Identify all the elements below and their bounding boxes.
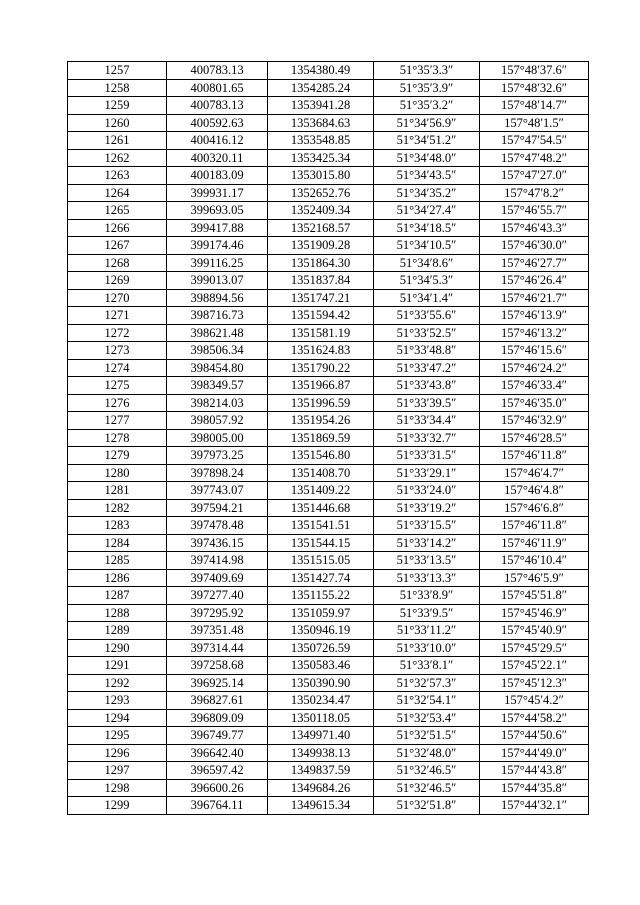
table-row (68, 692, 589, 710)
latitude-cell: 51°32′46.5″ (374, 762, 480, 780)
point-number-cell: 1258 (68, 79, 167, 97)
y-coordinate-cell: 1351581.19 (268, 324, 374, 342)
point-number-cell: 1262 (68, 149, 167, 167)
x-coordinate-cell: 399174.46 (167, 237, 268, 255)
longitude-cell: 157°46′26.4″ (480, 272, 589, 290)
latitude-cell: 51°34′18.5″ (374, 219, 480, 237)
point-number-cell: 1280 (68, 464, 167, 482)
longitude-cell: 157°46′32.9″ (480, 412, 589, 430)
latitude-cell: 51°33′24.0″ (374, 482, 480, 500)
longitude-cell: 157°48′14.7″ (480, 97, 589, 115)
point-number-cell: 1287 (68, 587, 167, 605)
x-coordinate-cell: 397436.15 (167, 534, 268, 552)
y-coordinate-cell: 1350390.90 (268, 674, 374, 692)
y-coordinate-cell: 1351155.22 (268, 587, 374, 605)
y-coordinate-cell: 1351996.59 (268, 394, 374, 412)
y-coordinate-cell: 1354285.24 (268, 79, 374, 97)
point-number-cell: 1273 (68, 342, 167, 360)
longitude-cell: 157°46′13.9″ (480, 307, 589, 325)
point-number-cell: 1284 (68, 534, 167, 552)
latitude-cell: 51°35′3.3″ (374, 62, 480, 80)
x-coordinate-cell: 398214.03 (167, 394, 268, 412)
x-coordinate-cell: 398454.80 (167, 359, 268, 377)
latitude-cell: 51°32′54.1″ (374, 692, 480, 710)
latitude-cell: 51°34′1.4″ (374, 289, 480, 307)
longitude-cell: 157°47′54.5″ (480, 132, 589, 150)
table-row (68, 289, 589, 307)
longitude-cell: 157°46′33.4″ (480, 377, 589, 395)
x-coordinate-cell: 397414.98 (167, 552, 268, 570)
point-number-cell: 1297 (68, 762, 167, 780)
table-row (68, 569, 589, 587)
latitude-cell: 51°32′53.4″ (374, 709, 480, 727)
y-coordinate-cell: 1351427.74 (268, 569, 374, 587)
point-number-cell: 1299 (68, 797, 167, 815)
point-number-cell: 1291 (68, 657, 167, 675)
y-coordinate-cell: 1351059.97 (268, 604, 374, 622)
table-row (68, 622, 589, 640)
latitude-cell: 51°33′55.6″ (374, 307, 480, 325)
point-number-cell: 1263 (68, 167, 167, 185)
point-number-cell: 1286 (68, 569, 167, 587)
table-row (68, 674, 589, 692)
y-coordinate-cell: 1350234.47 (268, 692, 374, 710)
table-row (68, 149, 589, 167)
longitude-cell: 157°44′32.1″ (480, 797, 589, 815)
longitude-cell: 157°46′30.0″ (480, 237, 589, 255)
latitude-cell: 51°33′34.4″ (374, 412, 480, 430)
x-coordinate-cell: 398621.48 (167, 324, 268, 342)
latitude-cell: 51°34′43.5″ (374, 167, 480, 185)
table-row (68, 727, 589, 745)
y-coordinate-cell: 1349971.40 (268, 727, 374, 745)
point-number-cell: 1267 (68, 237, 167, 255)
latitude-cell: 51°32′51.5″ (374, 727, 480, 745)
table-body (68, 62, 589, 815)
x-coordinate-cell: 398716.73 (167, 307, 268, 325)
x-coordinate-cell: 400320.11 (167, 149, 268, 167)
point-number-cell: 1296 (68, 744, 167, 762)
table-row (68, 779, 589, 797)
y-coordinate-cell: 1351966.87 (268, 377, 374, 395)
y-coordinate-cell: 1349684.26 (268, 779, 374, 797)
y-coordinate-cell: 1354380.49 (268, 62, 374, 80)
y-coordinate-cell: 1349615.34 (268, 797, 374, 815)
table-row (68, 587, 589, 605)
table-row (68, 97, 589, 115)
point-number-cell: 1257 (68, 62, 167, 80)
latitude-cell: 51°33′8.9″ (374, 587, 480, 605)
longitude-cell: 157°46′27.7″ (480, 254, 589, 272)
longitude-cell: 157°48′32.6″ (480, 79, 589, 97)
table-row (68, 62, 589, 80)
y-coordinate-cell: 1351546.80 (268, 447, 374, 465)
x-coordinate-cell: 400416.12 (167, 132, 268, 150)
table-row (68, 534, 589, 552)
longitude-cell: 157°46′43.3″ (480, 219, 589, 237)
x-coordinate-cell: 396600.26 (167, 779, 268, 797)
latitude-cell: 51°34′8.6″ (374, 254, 480, 272)
x-coordinate-cell: 397973.25 (167, 447, 268, 465)
table-row (68, 744, 589, 762)
x-coordinate-cell: 399693.05 (167, 202, 268, 220)
longitude-cell: 157°48′37.6″ (480, 62, 589, 80)
x-coordinate-cell: 398005.00 (167, 429, 268, 447)
point-number-cell: 1268 (68, 254, 167, 272)
x-coordinate-cell: 400801.65 (167, 79, 268, 97)
x-coordinate-cell: 396925.14 (167, 674, 268, 692)
x-coordinate-cell: 396827.61 (167, 692, 268, 710)
longitude-cell: 157°46′5.9″ (480, 569, 589, 587)
latitude-cell: 51°34′10.5″ (374, 237, 480, 255)
latitude-cell: 51°33′32.7″ (374, 429, 480, 447)
longitude-cell: 157°45′12.3″ (480, 674, 589, 692)
latitude-cell: 51°33′52.5″ (374, 324, 480, 342)
longitude-cell: 157°45′29.5″ (480, 639, 589, 657)
longitude-cell: 157°46′55.7″ (480, 202, 589, 220)
latitude-cell: 51°33′13.5″ (374, 552, 480, 570)
point-number-cell: 1278 (68, 429, 167, 447)
latitude-cell: 51°34′51.2″ (374, 132, 480, 150)
x-coordinate-cell: 400592.63 (167, 114, 268, 132)
x-coordinate-cell: 396809.09 (167, 709, 268, 727)
y-coordinate-cell: 1351624.83 (268, 342, 374, 360)
longitude-cell: 157°46′15.6″ (480, 342, 589, 360)
longitude-cell: 157°46′10.4″ (480, 552, 589, 570)
longitude-cell: 157°46′11.9″ (480, 534, 589, 552)
latitude-cell: 51°33′48.8″ (374, 342, 480, 360)
longitude-cell: 157°46′24.2″ (480, 359, 589, 377)
table-row (68, 184, 589, 202)
x-coordinate-cell: 400183.09 (167, 167, 268, 185)
x-coordinate-cell: 397409.69 (167, 569, 268, 587)
table-row (68, 762, 589, 780)
latitude-cell: 51°34′27.4″ (374, 202, 480, 220)
latitude-cell: 51°32′51.8″ (374, 797, 480, 815)
y-coordinate-cell: 1351544.15 (268, 534, 374, 552)
table-row (68, 797, 589, 815)
point-number-cell: 1283 (68, 517, 167, 535)
y-coordinate-cell: 1351409.22 (268, 482, 374, 500)
latitude-cell: 51°34′35.2″ (374, 184, 480, 202)
point-number-cell: 1265 (68, 202, 167, 220)
y-coordinate-cell: 1353425.34 (268, 149, 374, 167)
latitude-cell: 51°34′48.0″ (374, 149, 480, 167)
longitude-cell: 157°46′4.8″ (480, 482, 589, 500)
latitude-cell: 51°32′46.5″ (374, 779, 480, 797)
table-row (68, 447, 589, 465)
table-row (68, 517, 589, 535)
longitude-cell: 157°45′22.1″ (480, 657, 589, 675)
point-number-cell: 1271 (68, 307, 167, 325)
x-coordinate-cell: 396642.40 (167, 744, 268, 762)
longitude-cell: 157°46′28.5″ (480, 429, 589, 447)
coordinates-table (67, 61, 589, 815)
x-coordinate-cell: 397594.21 (167, 499, 268, 517)
longitude-cell: 157°44′35.8″ (480, 779, 589, 797)
latitude-cell: 51°33′43.8″ (374, 377, 480, 395)
x-coordinate-cell: 398894.56 (167, 289, 268, 307)
longitude-cell: 157°44′50.6″ (480, 727, 589, 745)
table-row (68, 377, 589, 395)
point-number-cell: 1260 (68, 114, 167, 132)
latitude-cell: 51°33′47.2″ (374, 359, 480, 377)
table-row (68, 307, 589, 325)
longitude-cell: 157°47′27.0″ (480, 167, 589, 185)
table-row (68, 202, 589, 220)
table-row (68, 657, 589, 675)
longitude-cell: 157°46′35.0″ (480, 394, 589, 412)
y-coordinate-cell: 1352168.57 (268, 219, 374, 237)
table-row (68, 132, 589, 150)
longitude-cell: 157°46′21.7″ (480, 289, 589, 307)
point-number-cell: 1298 (68, 779, 167, 797)
longitude-cell: 157°45′4.2″ (480, 692, 589, 710)
latitude-cell: 51°34′56.9″ (374, 114, 480, 132)
longitude-cell: 157°45′51.8″ (480, 587, 589, 605)
latitude-cell: 51°33′8.1″ (374, 657, 480, 675)
x-coordinate-cell: 399116.25 (167, 254, 268, 272)
y-coordinate-cell: 1353684.63 (268, 114, 374, 132)
x-coordinate-cell: 400783.13 (167, 62, 268, 80)
x-coordinate-cell: 397743.07 (167, 482, 268, 500)
x-coordinate-cell: 397314.44 (167, 639, 268, 657)
y-coordinate-cell: 1349837.59 (268, 762, 374, 780)
point-number-cell: 1279 (68, 447, 167, 465)
latitude-cell: 51°35′3.9″ (374, 79, 480, 97)
longitude-cell: 157°45′40.9″ (480, 622, 589, 640)
x-coordinate-cell: 397351.48 (167, 622, 268, 640)
table-row (68, 604, 589, 622)
y-coordinate-cell: 1350583.46 (268, 657, 374, 675)
table-row (68, 272, 589, 290)
latitude-cell: 51°33′9.5″ (374, 604, 480, 622)
x-coordinate-cell: 397295.92 (167, 604, 268, 622)
point-number-cell: 1295 (68, 727, 167, 745)
y-coordinate-cell: 1353015.80 (268, 167, 374, 185)
latitude-cell: 51°33′10.0″ (374, 639, 480, 657)
point-number-cell: 1264 (68, 184, 167, 202)
y-coordinate-cell: 1351790.22 (268, 359, 374, 377)
longitude-cell: 157°44′43.8″ (480, 762, 589, 780)
x-coordinate-cell: 396597.42 (167, 762, 268, 780)
y-coordinate-cell: 1349938.13 (268, 744, 374, 762)
longitude-cell: 157°48′1.5″ (480, 114, 589, 132)
y-coordinate-cell: 1351909.28 (268, 237, 374, 255)
table-row (68, 394, 589, 412)
y-coordinate-cell: 1351954.26 (268, 412, 374, 430)
x-coordinate-cell: 396749.77 (167, 727, 268, 745)
x-coordinate-cell: 399931.17 (167, 184, 268, 202)
x-coordinate-cell: 399417.88 (167, 219, 268, 237)
point-number-cell: 1288 (68, 604, 167, 622)
latitude-cell: 51°33′31.5″ (374, 447, 480, 465)
table-row (68, 464, 589, 482)
x-coordinate-cell: 398057.92 (167, 412, 268, 430)
latitude-cell: 51°33′19.2″ (374, 499, 480, 517)
latitude-cell: 51°33′13.3″ (374, 569, 480, 587)
y-coordinate-cell: 1353941.28 (268, 97, 374, 115)
table-row (68, 79, 589, 97)
point-number-cell: 1281 (68, 482, 167, 500)
y-coordinate-cell: 1351515.05 (268, 552, 374, 570)
point-number-cell: 1282 (68, 499, 167, 517)
table-row (68, 342, 589, 360)
table-row (68, 412, 589, 430)
point-number-cell: 1269 (68, 272, 167, 290)
x-coordinate-cell: 398506.34 (167, 342, 268, 360)
longitude-cell: 157°46′13.2″ (480, 324, 589, 342)
longitude-cell: 157°44′58.2″ (480, 709, 589, 727)
latitude-cell: 51°33′29.1″ (374, 464, 480, 482)
x-coordinate-cell: 397258.68 (167, 657, 268, 675)
x-coordinate-cell: 397478.48 (167, 517, 268, 535)
table-row (68, 254, 589, 272)
point-number-cell: 1290 (68, 639, 167, 657)
longitude-cell: 157°47′48.2″ (480, 149, 589, 167)
table-row (68, 237, 589, 255)
table-row (68, 639, 589, 657)
latitude-cell: 51°32′57.3″ (374, 674, 480, 692)
point-number-cell: 1270 (68, 289, 167, 307)
point-number-cell: 1259 (68, 97, 167, 115)
y-coordinate-cell: 1351408.70 (268, 464, 374, 482)
table-row (68, 114, 589, 132)
x-coordinate-cell: 397898.24 (167, 464, 268, 482)
y-coordinate-cell: 1351837.84 (268, 272, 374, 290)
y-coordinate-cell: 1350726.59 (268, 639, 374, 657)
point-number-cell: 1274 (68, 359, 167, 377)
x-coordinate-cell: 396764.11 (167, 797, 268, 815)
table-row (68, 324, 589, 342)
y-coordinate-cell: 1352409.34 (268, 202, 374, 220)
table-row (68, 709, 589, 727)
point-number-cell: 1293 (68, 692, 167, 710)
y-coordinate-cell: 1351864.30 (268, 254, 374, 272)
table-row (68, 359, 589, 377)
y-coordinate-cell: 1351747.21 (268, 289, 374, 307)
table-row (68, 429, 589, 447)
y-coordinate-cell: 1350118.05 (268, 709, 374, 727)
point-number-cell: 1289 (68, 622, 167, 640)
point-number-cell: 1266 (68, 219, 167, 237)
point-number-cell: 1277 (68, 412, 167, 430)
table-row (68, 482, 589, 500)
y-coordinate-cell: 1351541.51 (268, 517, 374, 535)
x-coordinate-cell: 398349.57 (167, 377, 268, 395)
longitude-cell: 157°47′8.2″ (480, 184, 589, 202)
latitude-cell: 51°32′48.0″ (374, 744, 480, 762)
latitude-cell: 51°35′3.2″ (374, 97, 480, 115)
point-number-cell: 1261 (68, 132, 167, 150)
x-coordinate-cell: 397277.40 (167, 587, 268, 605)
x-coordinate-cell: 400783.13 (167, 97, 268, 115)
longitude-cell: 157°45′46.9″ (480, 604, 589, 622)
table-row (68, 552, 589, 570)
latitude-cell: 51°34′5.3″ (374, 272, 480, 290)
y-coordinate-cell: 1353548.85 (268, 132, 374, 150)
table-row (68, 499, 589, 517)
y-coordinate-cell: 1351869.59 (268, 429, 374, 447)
table-row (68, 167, 589, 185)
y-coordinate-cell: 1351446.68 (268, 499, 374, 517)
y-coordinate-cell: 1351594.42 (268, 307, 374, 325)
y-coordinate-cell: 1350946.19 (268, 622, 374, 640)
latitude-cell: 51°33′15.5″ (374, 517, 480, 535)
point-number-cell: 1272 (68, 324, 167, 342)
longitude-cell: 157°46′11.8″ (480, 517, 589, 535)
table-row (68, 219, 589, 237)
point-number-cell: 1294 (68, 709, 167, 727)
longitude-cell: 157°46′11.8″ (480, 447, 589, 465)
point-number-cell: 1292 (68, 674, 167, 692)
latitude-cell: 51°33′39.5″ (374, 394, 480, 412)
latitude-cell: 51°33′14.2″ (374, 534, 480, 552)
longitude-cell: 157°46′6.8″ (480, 499, 589, 517)
x-coordinate-cell: 399013.07 (167, 272, 268, 290)
y-coordinate-cell: 1352652.76 (268, 184, 374, 202)
latitude-cell: 51°33′11.2″ (374, 622, 480, 640)
point-number-cell: 1285 (68, 552, 167, 570)
longitude-cell: 157°44′49.0″ (480, 744, 589, 762)
longitude-cell: 157°46′4.7″ (480, 464, 589, 482)
point-number-cell: 1275 (68, 377, 167, 395)
point-number-cell: 1276 (68, 394, 167, 412)
